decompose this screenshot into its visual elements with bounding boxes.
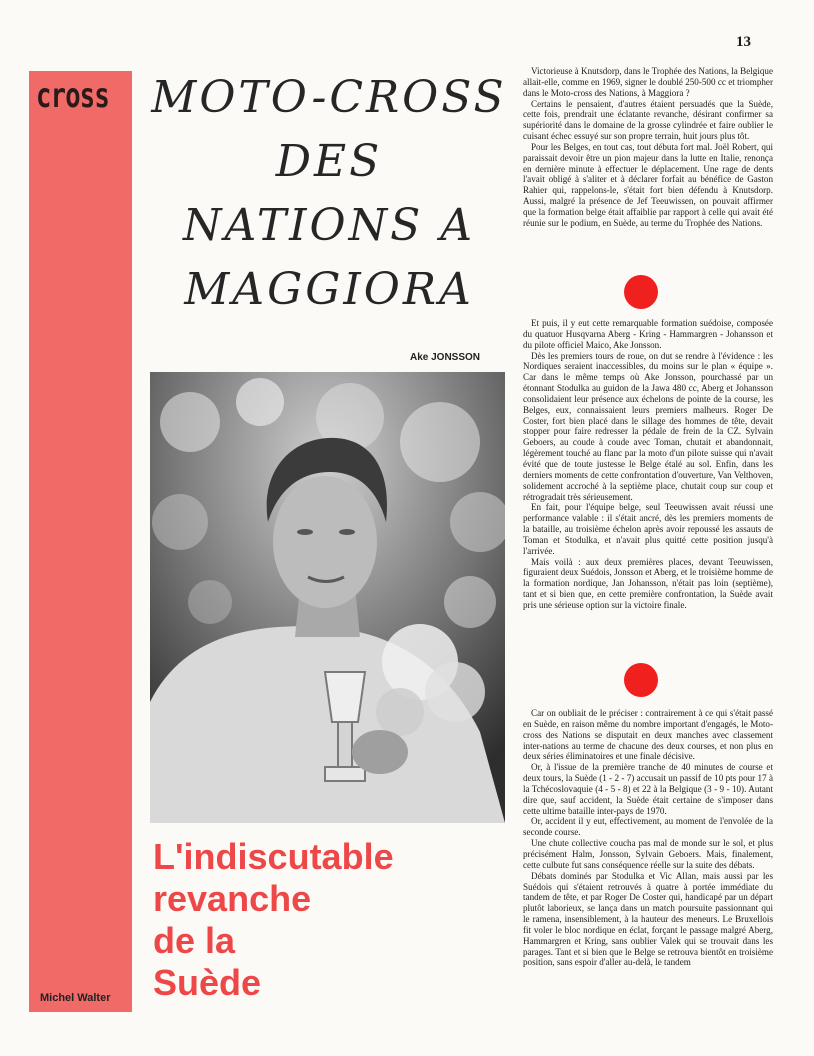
paragraph: Une chute collective coucha pas mal de monde sur le sol, et plus précisément Halm, Jonsson, Sylvain Geboers. Mais, finalement, cette culbute fut sans conséquence réelle sur la suite des débats.	[523, 838, 773, 870]
article-title	[148, 66, 510, 322]
red-side-band	[29, 71, 132, 1012]
article-column-part-1	[523, 66, 773, 229]
rider-photo	[150, 372, 505, 823]
paragraph: En fait, pour l'équipe belge, seul Teeuwissen avait réussi une performance valable : il s'était ancré, dès les premiers moments de la bataille, au troisième échelon après avoir repoussé les assauts de Toman et Stodulka, et n'avait plus quitté cette position jusqu'à l'arrivée.	[523, 502, 773, 556]
paragraph: Dès les premiers tours de roue, on dut se rendre à l'évidence : les Nordiques seraient inaccessibles, du moins sur le plan « équipe ». Car dans le même temps où Ake Jonsson, pourchassé par un étonnant Stodulka au guidon de la Jawa 480 cc, Aberg et Johansson consolidaient leur présence aux échelons de pointe de la course, les Belges, eux, connaissaient leurs premiers malheurs. Roger De Coster, fort bien placé dans le sillage des hommes de tête, devait stopper pour faire redresser la pédale de frein de la CZ. Sylvain Geboers, au coude à coude avec Toman, chutait et abandonnait, légèrement touché au flanc par la moto d'un pilote suisse qui n'avait évité que de toute justesse le Belge étalé au sol. Enfin, dans les derniers moments de cette confrontation d'ouverture, Van Velthoven, solidement accroché à la septième place, chutait coup sur coup et rétrogradait très sérieusement.	[523, 350, 773, 502]
paragraph: Or, accident il y eut, effectivement, au moment de l'envolée de la seconde course.	[523, 816, 773, 838]
title-line-2: DES	[275, 136, 383, 187]
title-line-1: MOTO-CROSS	[151, 72, 507, 123]
paragraph: Car on oubliait de le préciser : contrairement à ce qui s'était passé en Suède, en raison même du nombre important d'engagés, le Moto-cross des Nations se disputait en deux manches avec classement inter-nations au terme de chacune des deux courses, et non plus en deux séries éliminatoires et une finale décisive.	[523, 708, 773, 762]
headline-line-3: de la	[153, 920, 236, 961]
headline-line-1: L'indiscutable	[153, 836, 394, 877]
rider-photo-illustration	[150, 372, 505, 823]
paragraph: Pour les Belges, en tout cas, tout débuta fort mal. Joël Robert, qui paraissait devoir être un pion majeur dans la lutte en Italie, renonça en dernière minute à effectuer le déplacement. Une rage de dents l'avait obligé à s'aliter et à déclarer forfait au bénéfice de Gaston Rahier qui, rappelons-le, s'était fort bien défendu à Knutsdorp. Aussi, malgré la présence de Jef Teeuwissen, on pouvait affirmer que la formation belge était affaiblie par rapport à celle qui avait été réunie sur le podium, en Suède, au terme du Trophée des Nations.	[523, 141, 773, 228]
section-label: cross	[36, 76, 110, 116]
article-column-part-3	[523, 708, 773, 968]
paragraph: Victorieuse à Knutsdorp, dans le Trophée des Nations, la Belgique allait-elle, comme en 1969, signer le doublé 250-500 cc et triompher dans le Moto-cross des Nations, à Maggiora ?	[523, 66, 773, 98]
photo-caption: Ake JONSSON	[410, 352, 481, 363]
paragraph: Or, à l'issue de la première tranche de 40 minutes de course et deux tours, la Suède (1 - 2 - 7) accusait un passif de 10 pts pour 17 à la Tchécoslovaquie (4 - 5 - 8) et 22 à la Belgique (3 - 9 - 10). Autant dire que, sauf accident, la Suède était certaine de s'imposer dans cette ultime bataille inter-pays de 1970.	[523, 762, 773, 816]
paragraph: Débats dominés par Stodulka et Vic Allan, mais aussi par les Suédois qui s'étaient retrouvés à quatre à portée immédiate du tandem de tête, et par Roger De Coster qui, handicapé par un départ plutôt laborieux, se lança dans un match poursuite passionnant qui le ramena, insensiblement, à la hauteur des meneurs. Le Bruxellois fit voler le bloc nordique en éclat, forçant le passage malgré Aberg, Hammargren et Kring, sans oublier Valek qui se trouvait dans les parages. Tant et si bien que le Belge se retrouva bientôt en troisième position, sans espoir d'aller au-delà, le tandem	[523, 870, 773, 968]
paragraph: Mais voilà : aux deux premières places, devant Teeuwissen, figuraient deux Suédois, Jonsson et Aberg, et le troisième homme de la formation nordique, Jan Johansson, n'était pas loin (septième), tant et si bien que, en cette première confrontation, la Suède avait pris une sérieuse option sur la victoire finale.	[523, 556, 773, 610]
red-bullet-dot	[624, 663, 658, 697]
paragraph: Certains le pensaient, d'autres étaient persuadés que la Suède, cette fois, prendrait une éclatante revanche, désirant confirmer sa supériorité dans le domaine de la grosse cylindrée et faire oublier le cuisant échec essuyé sur son propre terrain, huit jours plus tôt.	[523, 98, 773, 142]
paragraph: Et puis, il y eut cette remarquable formation suédoise, composée du quatuor Husqvarna Aberg - Kring - Hammargren - Johansson et du pilote officiel Maico, Ake Jonsson.	[523, 318, 773, 350]
author-byline: Michel Walter	[40, 992, 111, 1004]
article-column-part-2	[523, 318, 773, 611]
title-line-4: MAGGIORA	[184, 264, 474, 315]
headline	[153, 836, 394, 1004]
red-bullet-dot	[624, 275, 658, 309]
title-line-3: NATIONS A	[182, 200, 476, 251]
page-number: 13	[736, 34, 751, 50]
headline-line-4: Suède	[153, 962, 262, 1003]
headline-line-2: revanche	[153, 878, 312, 919]
